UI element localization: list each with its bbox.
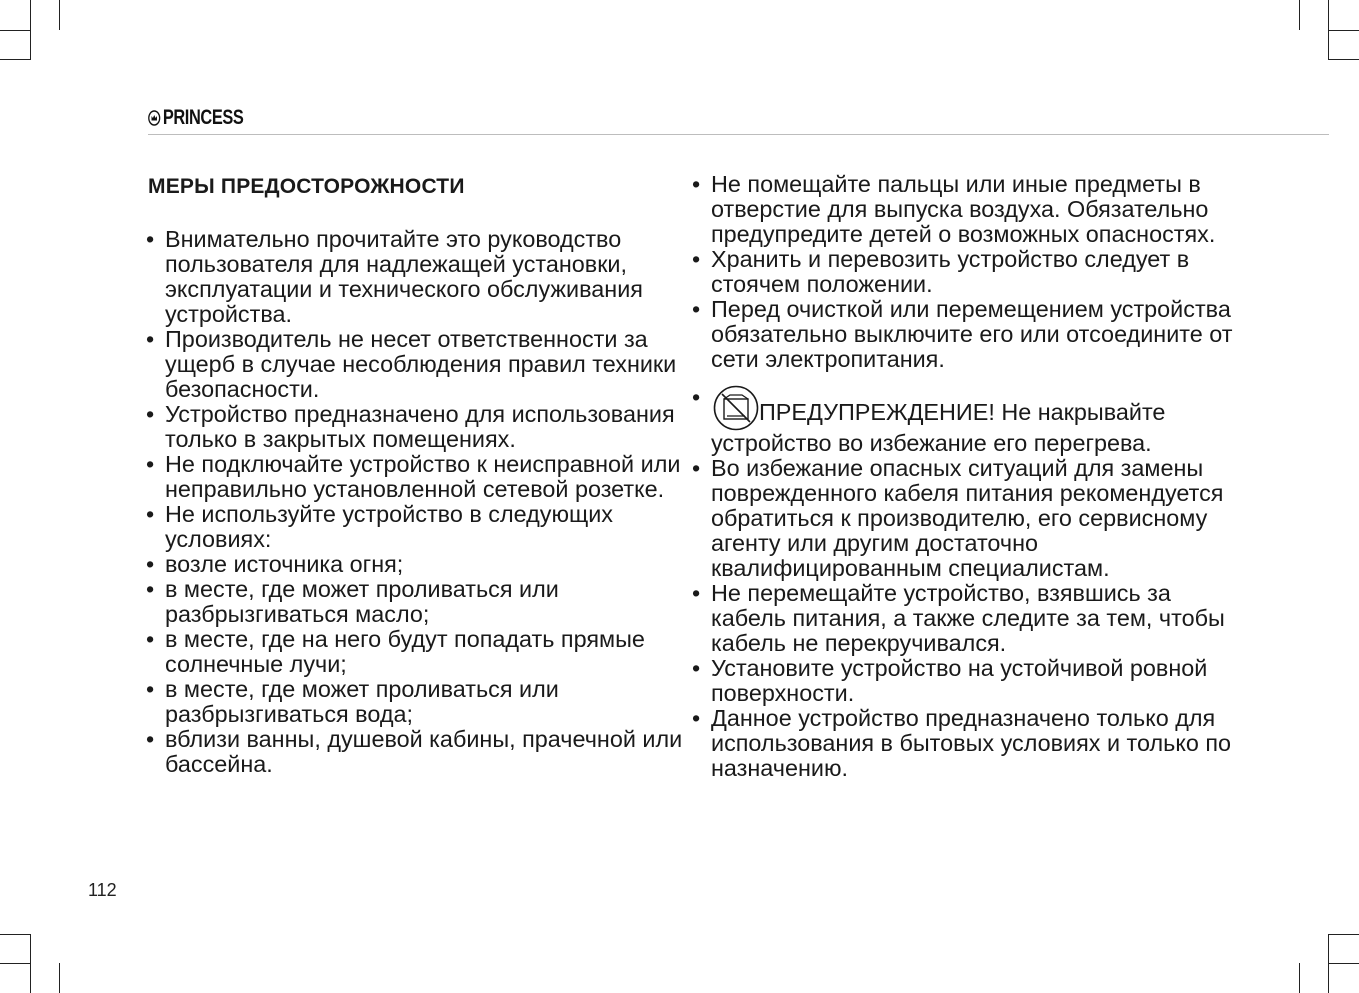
list-item: • Не перемещайте устройство, взявшись за кабель питания, а также следите за тем, чтобы кабель не перекручивался. bbox=[692, 581, 1252, 656]
list-item: • Внимательно прочитайте это руководство пользователя для надлежащей установки, эксплуатации и технического обслуживания устройства. bbox=[146, 227, 686, 327]
left-column-list bbox=[146, 227, 686, 777]
list-item: • возле источника огня; bbox=[146, 552, 686, 577]
list-item: • в месте, где может проливаться или разбрызгиваться масло; bbox=[146, 577, 686, 627]
brand-logo bbox=[148, 106, 243, 130]
right-column-list bbox=[692, 172, 1252, 781]
list-item: • Не подключайте устройство к неисправной или неправильно установленной сетевой розетке. bbox=[146, 452, 686, 502]
list-item: • вблизи ванны, душевой кабины, прачечной или бассейна. bbox=[146, 727, 686, 777]
page-number: 112 bbox=[88, 880, 117, 900]
list-item: • Производитель не несет ответственности за ущерб в случае несоблюдения правил техники безопасности. bbox=[146, 327, 686, 402]
list-item: • Во избежание опасных ситуаций для замены поврежденного кабеля питания рекомендуется обратиться к производителю, его сервисному агенту или другим достаточно квалифицированным специалистам. bbox=[692, 456, 1252, 581]
list-item: • в месте, где на него будут попадать прямые солнечные лучи; bbox=[146, 627, 686, 677]
header-divider bbox=[148, 134, 1329, 135]
list-item: • Данное устройство предназначено только для использования в бытовых условиях и только по назначению. bbox=[692, 706, 1252, 781]
do-not-cover-icon bbox=[713, 385, 759, 431]
list-item: • Не помещайте пальцы или иные предметы в отверстие для выпуска воздуха. Обязательно предупредите детей о возможных опасностях. bbox=[692, 172, 1252, 247]
warning-text: ПРЕДУПРЕЖДЕНИЕ! Не накрывайте устройство во избежание его перегрева. bbox=[711, 399, 1166, 456]
list-item: • Установите устройство на устойчивой ровной поверхности. bbox=[692, 656, 1252, 706]
list-item: • Хранить и перевозить устройство следует в стоячем положении. bbox=[692, 247, 1252, 297]
list-item: • Устройство предназначено для использования только в закрытых помещениях. bbox=[146, 402, 686, 452]
list-item: • в месте, где может проливаться или разбрызгиваться вода; bbox=[146, 677, 686, 727]
list-item: • Не используйте устройство в следующих условиях: bbox=[146, 502, 686, 552]
list-item: • Перед очисткой или перемещением устройства обязательно выключите его или отсоедините от сети электропитания. bbox=[692, 297, 1252, 372]
brand-name: PRINCESS bbox=[162, 106, 244, 129]
crown-icon bbox=[148, 110, 160, 126]
section-title: МЕРЫ ПРЕДОСТОРОЖНОСТИ bbox=[148, 175, 465, 198]
warning-list-item bbox=[692, 385, 1252, 456]
